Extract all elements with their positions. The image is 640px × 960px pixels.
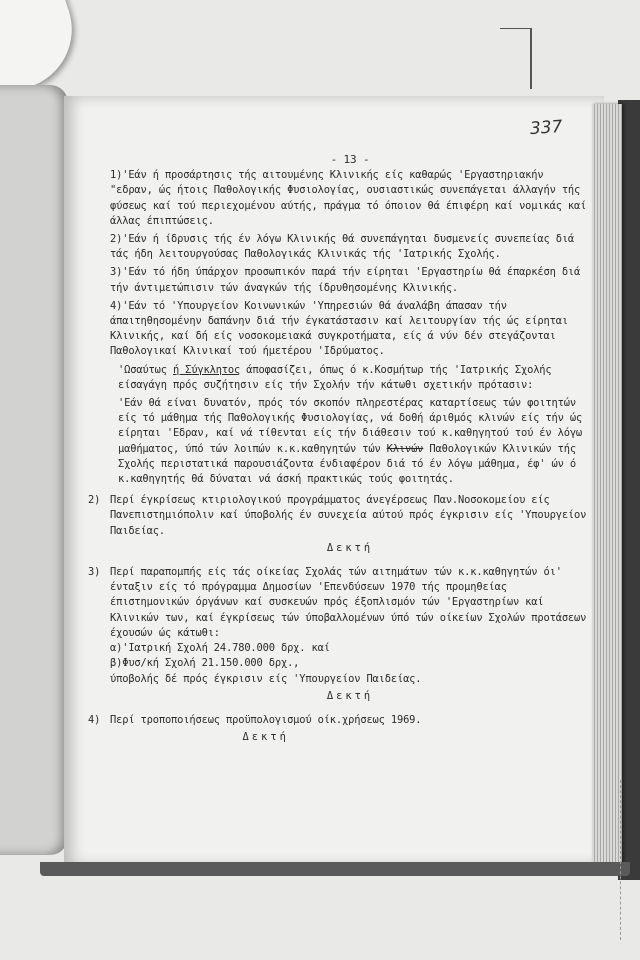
agenda-decision: Δεκτή <box>326 689 374 702</box>
agenda-sub-b: β)Φυσ/κή Σχολή 21.150.000 δρχ., <box>110 657 300 670</box>
proposal-before: 'Εάν θά είναι δυνατόν, πρός τόν σκοπόν πληρεστέρας καταρτίσεως τών φοιτητών είς τό μάθημα τής Παθολογικής Φυσιολογίας, νά δοθή άριθμός κλινών είς τήν ώς είρηται 'Εδραν, καί νά τίθενται είς τήν διάθεσιν τού κ.καθηγητού τού έν λόγω μαθήματος, ύπό τών λοιπών κ.κ.καθηγητών τών <box>118 397 583 455</box>
paper-curl <box>0 0 87 97</box>
decision-suffix: άποφασίζει, όπως ό κ.Κοσμήτωρ τής 'Ιατρικής Σχολής είσαγάγη πρός συζήτησιν είς τήν Σχολήν τήν κάτωθι σχετικήν πρότασιν: <box>118 363 552 391</box>
agenda-sub-a: α)'Ιατρική Σχολή 24.780.000 δρχ. καί <box>110 642 330 655</box>
decision-prefix: 'Ωσαύτως <box>118 363 173 376</box>
agenda-sub-c: ύποβολής δέ πρός έγκρισιν είς 'Υπουργείον Παιδείας. <box>110 672 422 685</box>
agenda-item-2 <box>88 493 590 559</box>
agenda-number: 3) <box>88 566 101 579</box>
page-header: - 13 - <box>330 153 370 166</box>
agenda-item-3 <box>88 565 590 707</box>
left-page-marks <box>0 255 14 555</box>
agenda-number: 2) <box>88 494 101 507</box>
proposal-after: Παθολογικών Κλινικών τής Σχολής περιστατικά παρουσιάζοντα ένδιαφέρον διά τό έν λόγω μάθημα, έφ' ών ό κ.καθηγητής θά δύναται νά άσκή πρακτικώς τούς φοιτητάς. <box>118 442 576 486</box>
condition-item-1: 1)'Εάν ή προσάρτησις τής αιτουμένης Κλινικής είς καθαρώς 'Εργαστηριακήν "εδραν, ώς ήτοις Παθολογικής Φυσιολογίας, ουσιαστικώς συνεπάγεται άλλαγήν τής φύσεως καί τού περιεχομένου αύτής, πράγμα τό όποιον θά έπιφέρη καί νομικάς καί άλλας έπιπτώσεις. <box>110 169 587 227</box>
decision-underlined: ή Σύγκλητος <box>172 363 241 376</box>
condition-item-4: 4)'Εάν τό 'Υπουργείον Κοινωνικών 'Υπηρεσιών θά άναλάβη άπασαν τήν άπαιτηθησομένην δαπάνην διά τήν έγκατάστασιν καί λειτουργίαν τής ώς είρηται Κλινικής, καί δή είς νοσοκομειακά συγκροτήματα, είς ά νύν δέν στεγάζονται Παθολογικαί Κλινικαί τού ήμετέρου 'Ιδρύματος. <box>110 299 568 358</box>
corner-mark <box>500 28 532 89</box>
agenda-text: Περί τροποποιήσεως προϋπολογισμού οίκ.χρήσεως 1969. <box>110 713 422 726</box>
condition-item-3: 3)'Εάν τό ήδη ύπάρχον προσωπικόν παρά τήν είρηται 'Εργαστηρίω θά έπαρκέση διά τήν άντιμετώπισιν τών άναγκών τής ίδρυθησομένης Κλινικής. <box>110 266 581 294</box>
agenda-decision: Δεκτή <box>242 731 289 744</box>
left-page-edge <box>0 85 68 855</box>
proposal-text <box>110 396 590 487</box>
agenda-decision: Δεκτή <box>326 541 374 554</box>
agenda-number: 4) <box>88 713 101 726</box>
agenda-text: Περί έγκρίσεως κτιριολογικού προγράμματος άνεγέρσεως Παν.Νοσοκομείου είς Πανεπιστημιόπολιν καί ύποβολής έν συνεχεία αύτού πρός έγκρισιν είς 'Υπουργείον Παιδείας. <box>110 494 587 537</box>
condition-item-2: 2)'Εάν ή ίδρυσις τής έν λόγω Κλινικής θά συνεπάγηται δυσμενείς συνεπείας διά τάς ήδη λειτουργούσας Παθολογικάς Κλινικάς τής 'Ιατρικής Σχολής. <box>110 233 575 261</box>
proposal-struck-word: Κλινών <box>386 442 424 455</box>
page-stack-edge <box>592 104 622 864</box>
page-content <box>88 152 590 748</box>
scan-scratch <box>606 780 621 940</box>
handwritten-page-number: 337 <box>529 116 564 140</box>
book-bottom-edge <box>40 862 630 876</box>
senate-decision <box>110 363 590 393</box>
agenda-item-4 <box>88 713 590 748</box>
agenda-text: Περί παραπομπής είς τάς οίκείας Σχολάς τών αιτημάτων τών κ.κ.καθηγητών όι' ένταξιν είς τό πρόγραμμα Δημοσίων 'Επενδύσεων 1970 τής προμηθείας έπιστημονικών όργάνων καί συσκευών πρός έξοπλισμόν τών 'Εργαστηρίων καί Κλινικών των, καί έγκρίσεως τών ύποβαλλομένων ύπό τών οίκείων Σχολών προτάσεων έχουσών ώς κάτωθι: <box>110 566 587 639</box>
